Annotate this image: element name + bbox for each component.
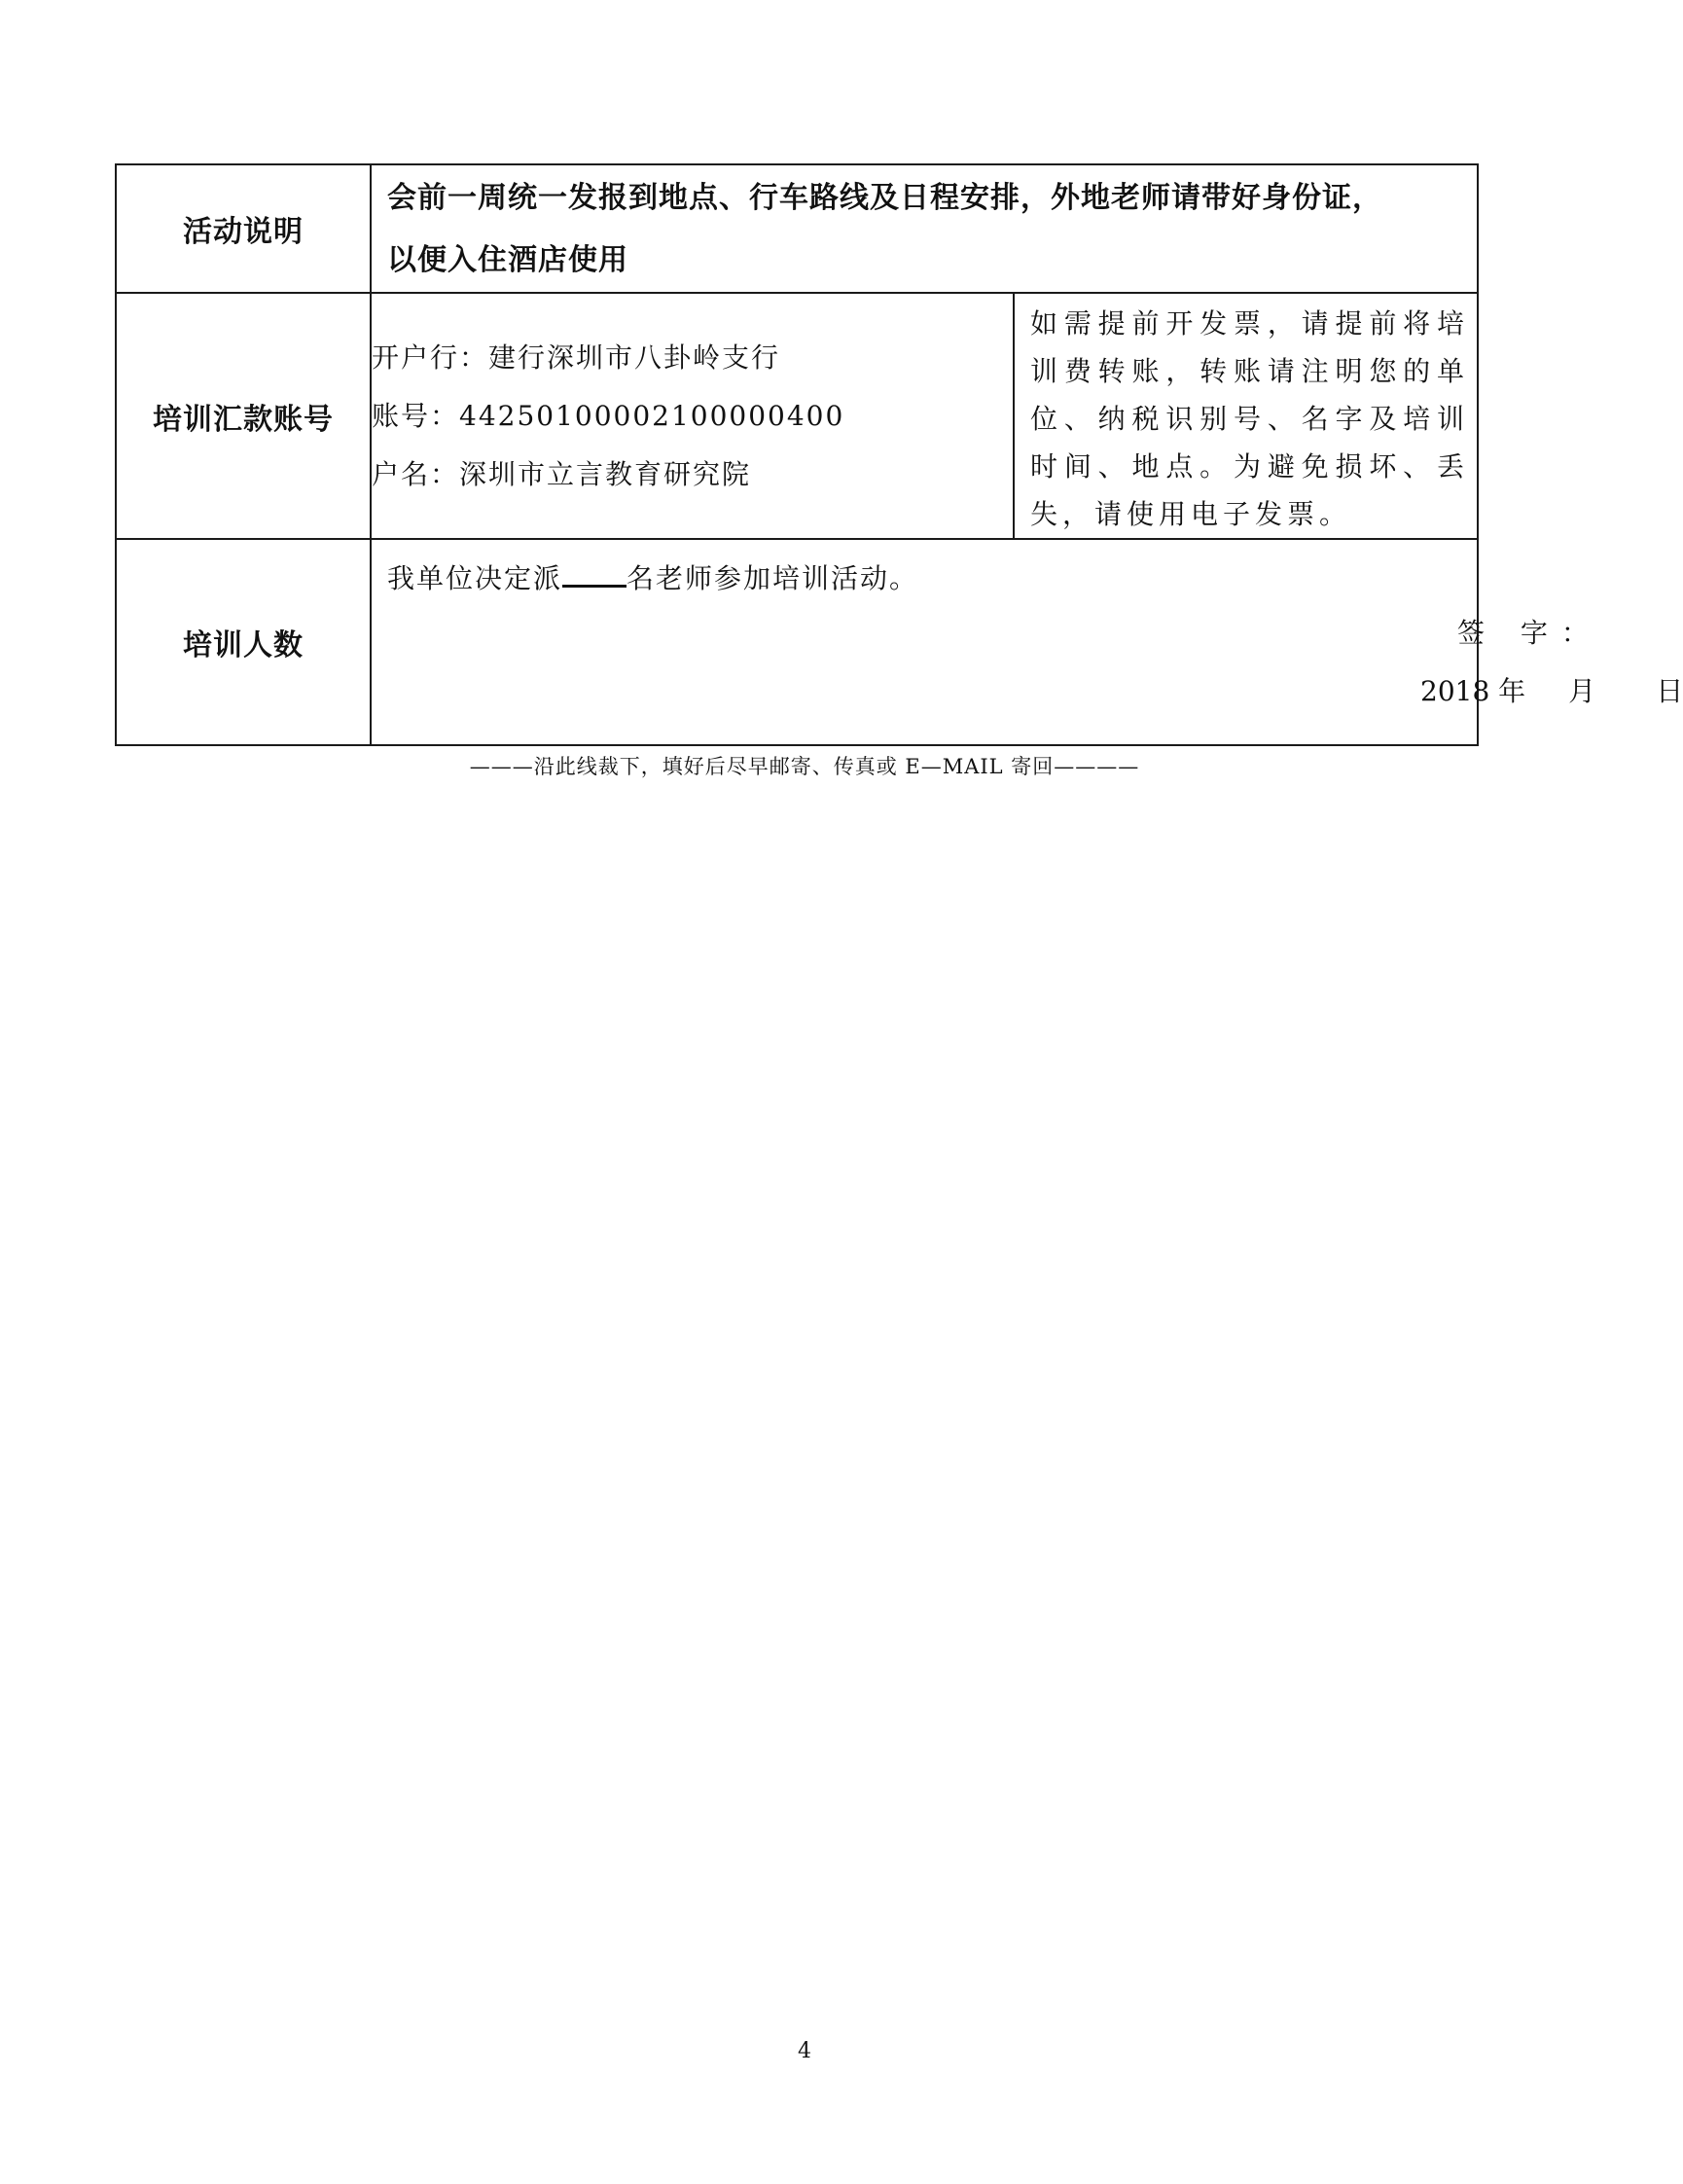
teacher-count-blank[interactable] [562, 559, 627, 588]
cut-line-instruction: ———沿此线裁下，填好后尽早邮寄、传真或 E—MAIL 寄回———— [469, 755, 1140, 778]
participant-count-row [116, 539, 1478, 745]
account-number: 账号：44250100002100000400 [372, 399, 845, 432]
invoice-note-cell [1014, 294, 1477, 538]
participant-count-label: 培训人数 [116, 539, 371, 745]
account-row [116, 293, 1478, 539]
activity-line-2: 以便入住酒店使用 [387, 243, 628, 277]
activity-description [372, 165, 1477, 292]
activity-description-cell [371, 164, 1478, 293]
account-label: 培训汇款账号 [116, 293, 371, 539]
activity-row [116, 164, 1478, 293]
account-info [372, 294, 1014, 538]
date-month: 月 [1568, 675, 1596, 707]
account-holder: 户名：深圳市立言教育研究院 [372, 457, 752, 490]
date-line [1420, 670, 1683, 709]
activity-label: 活动说明 [116, 164, 371, 293]
statement-prefix: 我单位决定派 [387, 562, 563, 594]
invoice-note: 如需提前开发票，请提前将培训费转账，转账请注明您的单位、纳税识别号、名字及培训时间、地点。为避免损坏、丢失，请使用电子发票。 [1030, 307, 1469, 530]
participant-statement [387, 557, 918, 596]
date-day: 日 [1656, 675, 1683, 707]
bank-name: 开户行：建行深圳市八卦岭支行 [372, 340, 781, 374]
account-details-cell [371, 293, 1478, 539]
account-inner-table [372, 294, 1477, 538]
activity-line-1: 会前一周统一发报到地点、行车路线及日程安排，外地老师请带好身份证， [387, 181, 1382, 215]
signature-label: 签 字： [1457, 617, 1602, 649]
statement-suffix: 名老师参加培训活动。 [627, 562, 919, 594]
registration-form-table [115, 163, 1683, 746]
date-year: 2018 年 [1420, 675, 1526, 707]
participant-count-cell [371, 539, 1683, 745]
page-number: 4 [798, 2039, 811, 2063]
